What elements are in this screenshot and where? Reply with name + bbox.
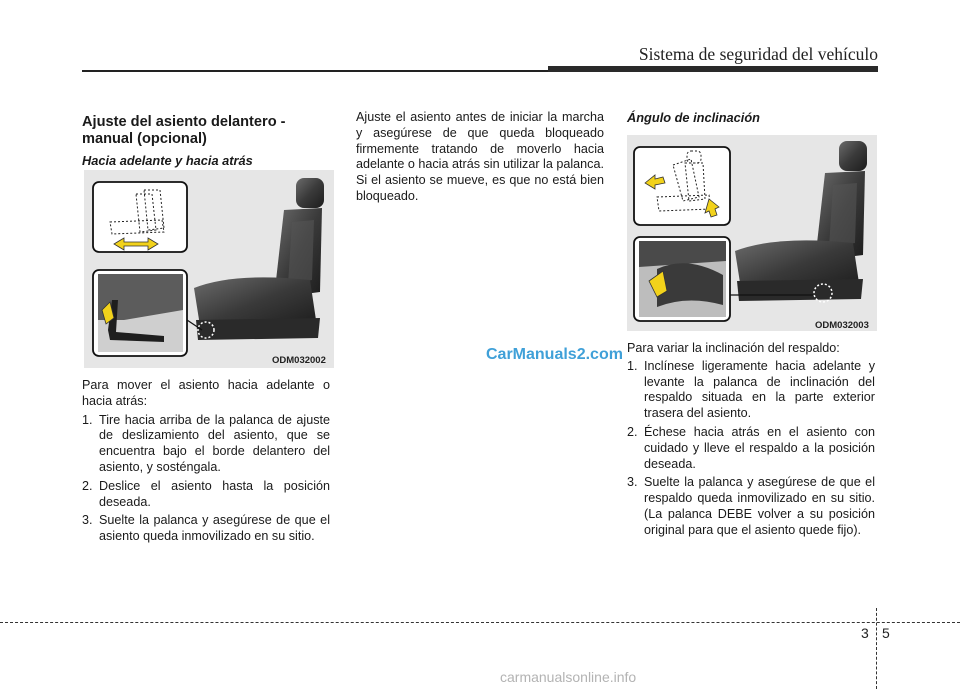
footer-dashed-rule: [0, 622, 960, 623]
list-item: 1. Inclínese ligeramente hacia adelante y levante la palanca de inclinación del respaldo situada en la parte exterior trasera del asiento.: [627, 358, 875, 421]
subheading-recline: Ángulo de inclinación: [627, 110, 760, 125]
right-instructions: [627, 341, 875, 542]
right-steps-list: [627, 359, 875, 539]
list-item: 1. Tire hacia arriba de la palanca de ajuste de deslizamiento del asiento, que se encuentra bajo el borde delantero del asiento, y sosténgala.: [82, 412, 330, 474]
inset-slide-diagram: [93, 182, 187, 252]
footer-dashed-divider: [876, 608, 877, 689]
list-item: 2. Échese hacia atrás en el asiento con cuidado y lleve el respaldo a la posición deseada.: [627, 424, 875, 471]
subheading-forward-back: Hacia adelante y hacia atrás: [82, 153, 253, 168]
right-column: [627, 110, 875, 126]
list-item: 3. Suelte la palanca y asegúrese de que el asiento queda inmovilizado en su sitio.: [82, 513, 330, 544]
figure-code-right: ODM032003: [815, 320, 869, 331]
figure-seat-slide: [84, 170, 334, 368]
figure-code-left: ODM032002: [272, 355, 326, 366]
left-instructions: [82, 378, 330, 548]
figure-recline: [627, 135, 877, 331]
header-rule-thick: [548, 66, 878, 72]
header-rule-thin: [82, 70, 548, 72]
list-item: 2. Deslice el asiento hasta la posición deseada.: [82, 478, 330, 509]
recline-illustration: [627, 135, 877, 331]
watermark-link[interactable]: CarManuals2.com: [486, 346, 623, 363]
left-steps-list: [82, 413, 330, 545]
middle-column: [356, 110, 604, 205]
page-number: 5: [882, 625, 890, 641]
page-header-title: Sistema de seguridad del vehículo: [638, 44, 878, 64]
seat-slide-illustration: [84, 170, 334, 368]
seat-icon: [194, 178, 324, 340]
left-intro: Para mover el asiento hacia adelante o hacia atrás:: [82, 378, 330, 408]
middle-paragraph: Ajuste el asiento antes de iniciar la marcha y asegúrese de que queda bloqueado firmemente tratando de moverlo hacia adelante o hacia atrás sin utilizar la palanca. Si el asiento se mueve, es que no está bien bloqueado.: [356, 110, 604, 203]
chapter-number: 3: [861, 625, 869, 641]
list-item: 3. Suelte la palanca y asegúrese de que el respaldo queda inmovilizado en su sitio. (La palanca DEBE volver a su posición original para que el asiento quede fijo).: [627, 475, 875, 537]
site-watermark: carmanualsonline.info: [500, 669, 637, 685]
seat-icon: [735, 141, 867, 302]
right-intro: Para variar la inclinación del respaldo:: [627, 341, 840, 355]
section-heading: Ajuste del asiento delantero - manual (opcional): [82, 114, 286, 147]
left-column: [82, 114, 330, 169]
